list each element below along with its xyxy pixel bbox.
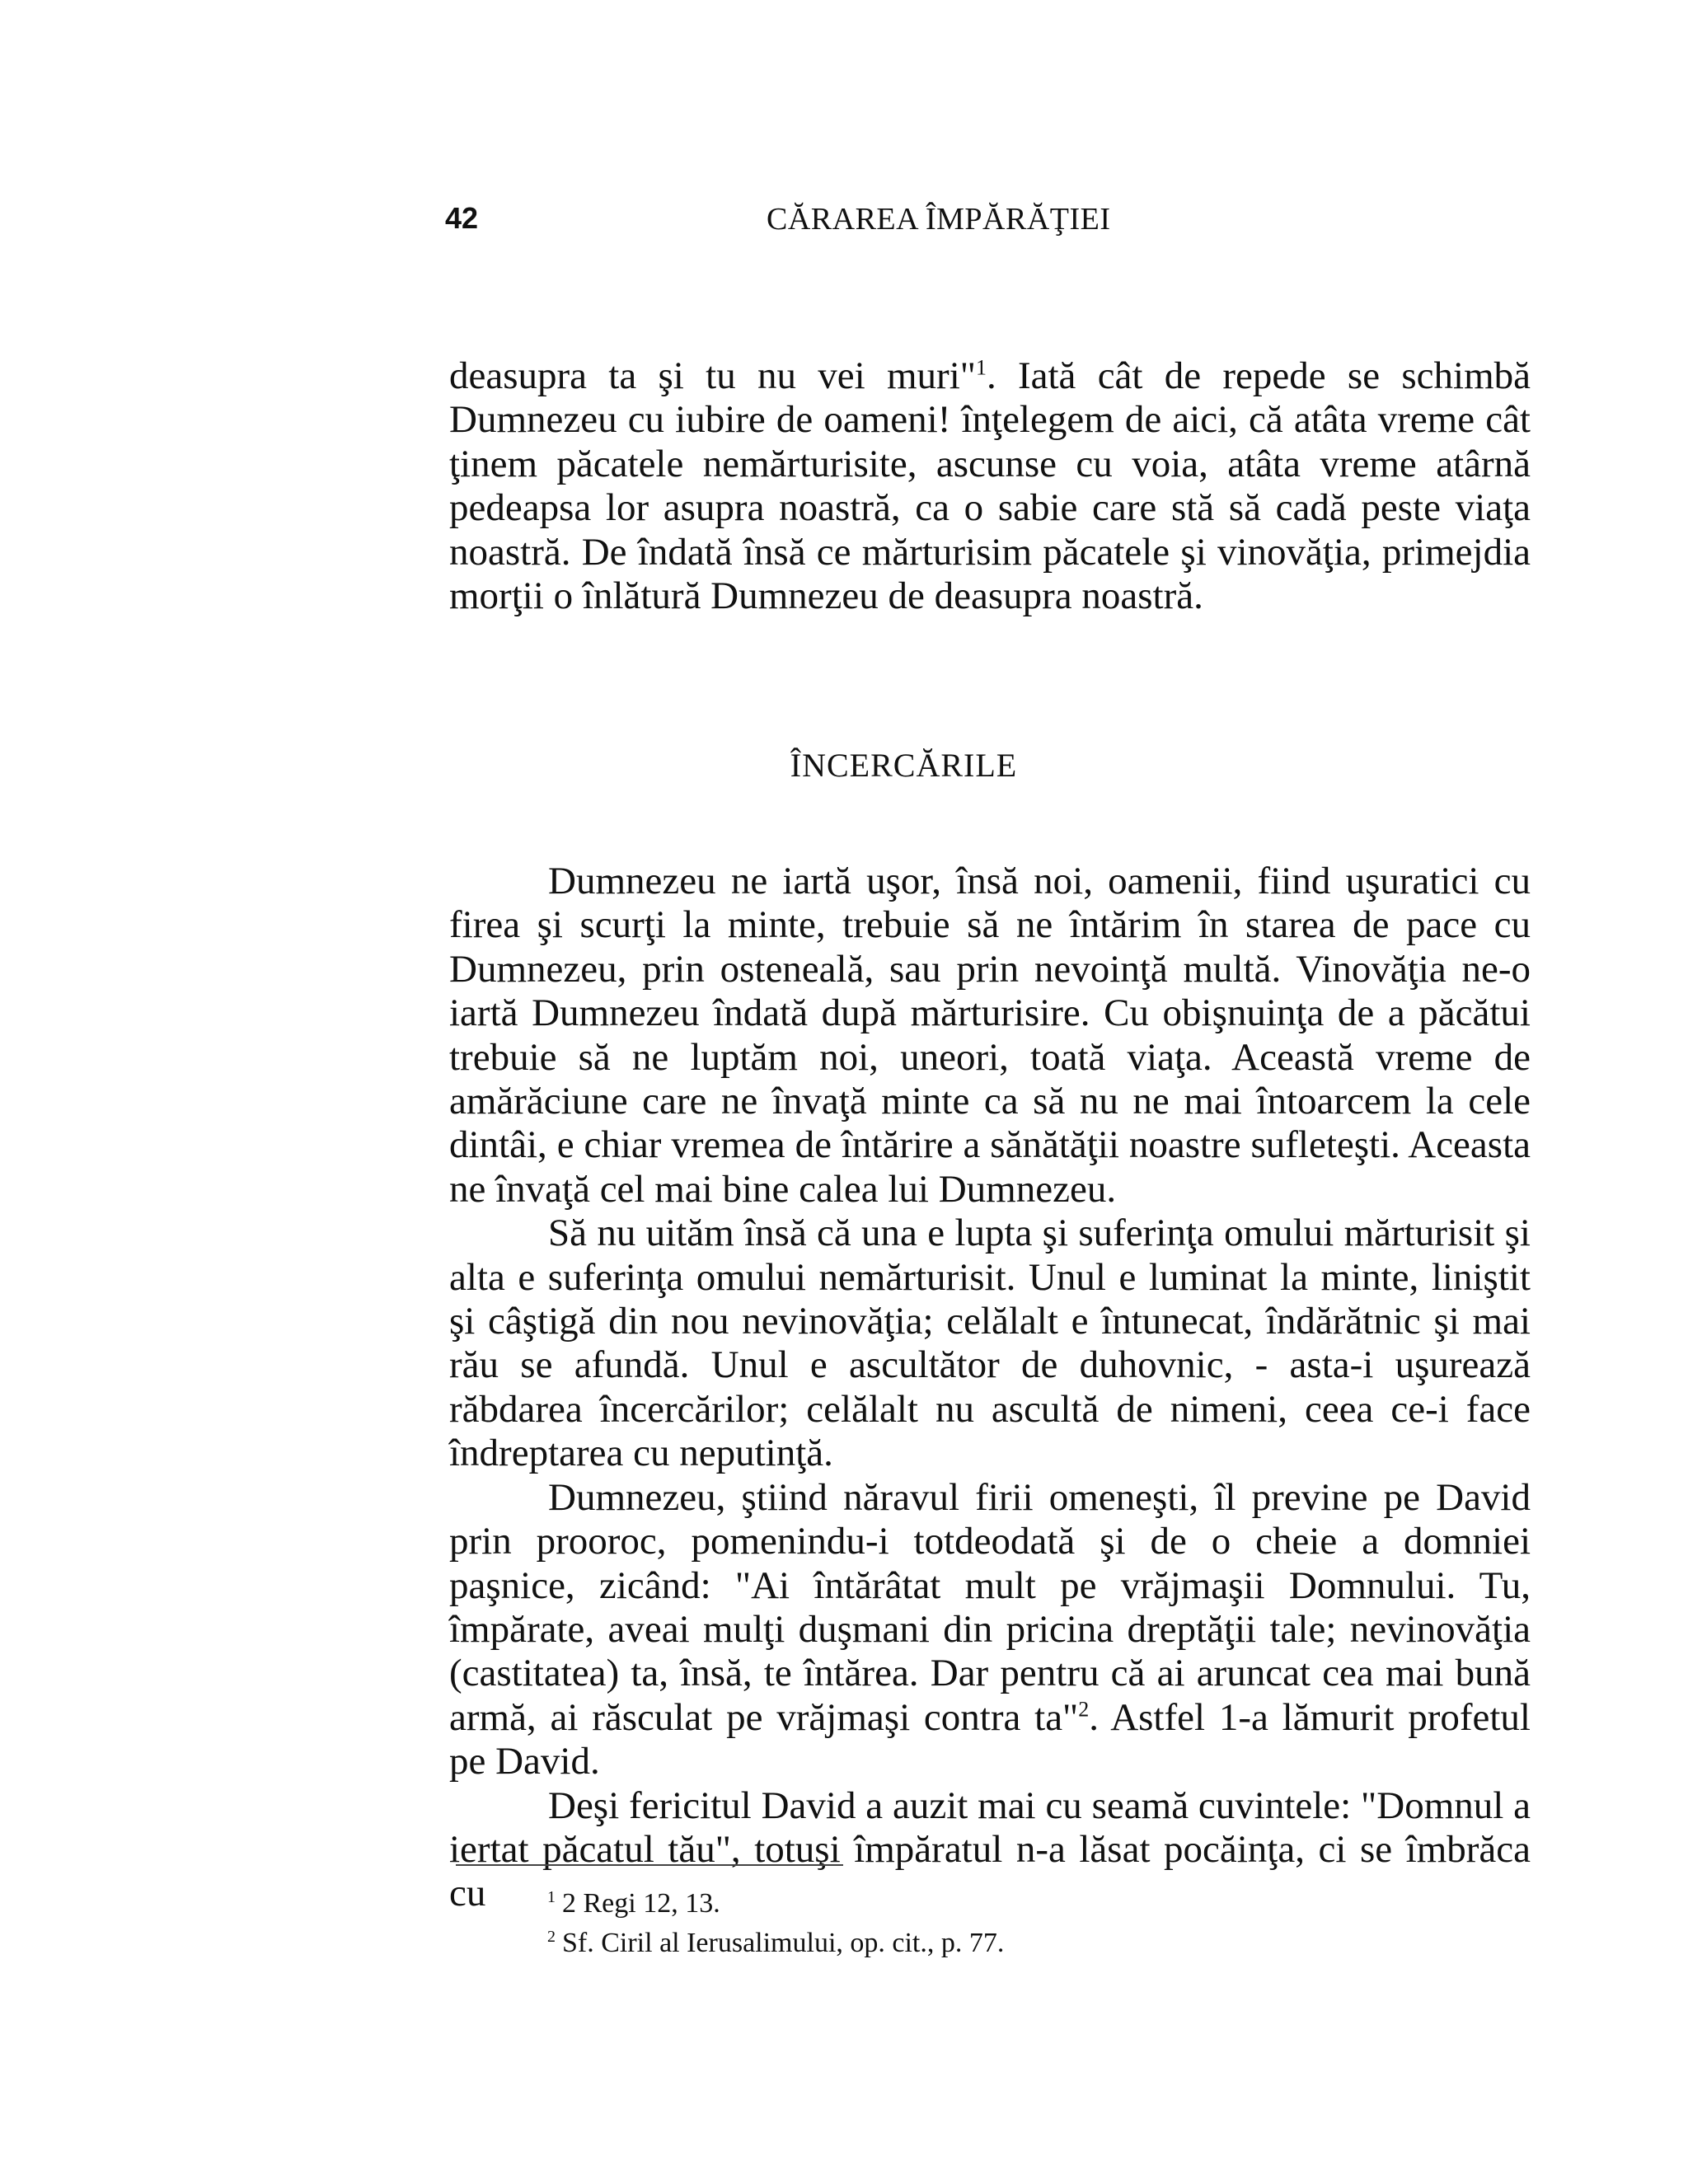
body-paragraph-4: Deşi fericitul David a auzit mai cu seamă cuvintele: "Domnul a iertat păcatul tău", totuşi împăratul n-a lăsat pocăinţa, ci se îmbrăca cu xyxy=(449,1783,1531,1915)
page-number: 42 xyxy=(445,201,479,235)
body-paragraph-2: Să nu uităm însă că una e lupta şi suferinţa omului mărturisit şi alta e suferinţa omului nemărturisit. Unul e luminat la minte, liniştit şi câştigă din nou nevinovăţia; celălalt e întunecat, îndărătnic şi mai rău se afundă. Unul e ascultător de duhovnic, - asta-i uşurează răbdarea încercărilor; celălalt nu ascultă de nimeni, ceea ce-i face îndreptarea cu neputinţă. xyxy=(449,1212,1531,1475)
body-paragraph-3-text-end: . Astfel 1-a lămurit profetul pe David. xyxy=(449,1695,1531,1783)
footnote-text: 2 Regi 12, 13. xyxy=(562,1888,720,1919)
body-paragraph-3-text-start: Dumnezeu, ştiind năravul firii omeneşti, îl previne pe David prin prooroc, pomenindu-i totdeodată şi de o cheie a domniei paşnice, zicând: "Ai întărâtat mult pe vrăjmaşii Domnului. Tu, împărate, aveai mulţi duşmani din pricina dreptăţii tale; nevinovăţia (castitatea) ta, însă, te întărea. Dar pentru că ai aruncat cea mai bună armă, ai răsculat pe vrăjmaşi contra ta" xyxy=(449,1475,1531,1739)
top-paragraph-block xyxy=(449,354,1531,618)
top-paragraph-text-end: . Iată cât de repede se schimbă Dumnezeu cu iubire de oameni! înţelegem de aici, că atâta vreme cât ţinem păcatele nemărturisite, ascunse cu voia, atâta vreme atârnă pedeapsa lor asupra noastră, ca o sabie care stă să cadă peste viaţa noastră. De îndată însă ce mărturisim păcatele şi vinovăţia, primejdia morţii o înlătură Dumnezeu de deasupra noastră. xyxy=(449,354,1531,618)
top-paragraph xyxy=(449,354,1531,618)
footnote-2 xyxy=(547,1924,1004,1963)
footnote-ref-2: 2 xyxy=(1078,1697,1090,1722)
footnote-divider xyxy=(456,1864,843,1866)
body-paragraph-1: Dumnezeu ne iartă uşor, însă noi, oamenii, fiind uşuratici cu firea şi scurţi la minte, trebuie să ne întărim în starea de pace cu Dumnezeu, prin osteneală, sau prin nevoinţă multă. Vinovăţia ne-o iartă Dumnezeu îndată după mărturisire. Cu obişnuinţa de a păcătui trebuie să ne luptăm noi, uneori, toată viaţa. Această vreme de amărăciune care ne învaţă minte ca să nu ne mai întoarcem la cele dintâi, e chiar vremea de întărire a sănătăţii noastre sufleteşti. Aceasta ne învaţă cel mai bine calea lui Dumnezeu. xyxy=(449,860,1531,1211)
footnote-1 xyxy=(547,1884,1004,1924)
body-paragraph-3 xyxy=(449,1476,1531,1784)
footnotes xyxy=(547,1884,1004,1963)
section-body xyxy=(449,860,1531,1916)
footnote-mark: 2 xyxy=(547,1927,556,1946)
running-title: CĂRAREA ÎMPĂRĂŢIEI xyxy=(767,202,1111,237)
footnote-text: Sf. Ciril al Ierusalimului, op. cit., p. 77. xyxy=(562,1928,1005,1958)
section-heading: ÎNCERCĂRILE xyxy=(790,747,1018,784)
footnote-mark: 1 xyxy=(547,1887,556,1906)
footnote-ref-1: 1 xyxy=(975,355,987,380)
top-paragraph-text-start: deasupra ta şi tu nu vei muri" xyxy=(449,354,976,397)
